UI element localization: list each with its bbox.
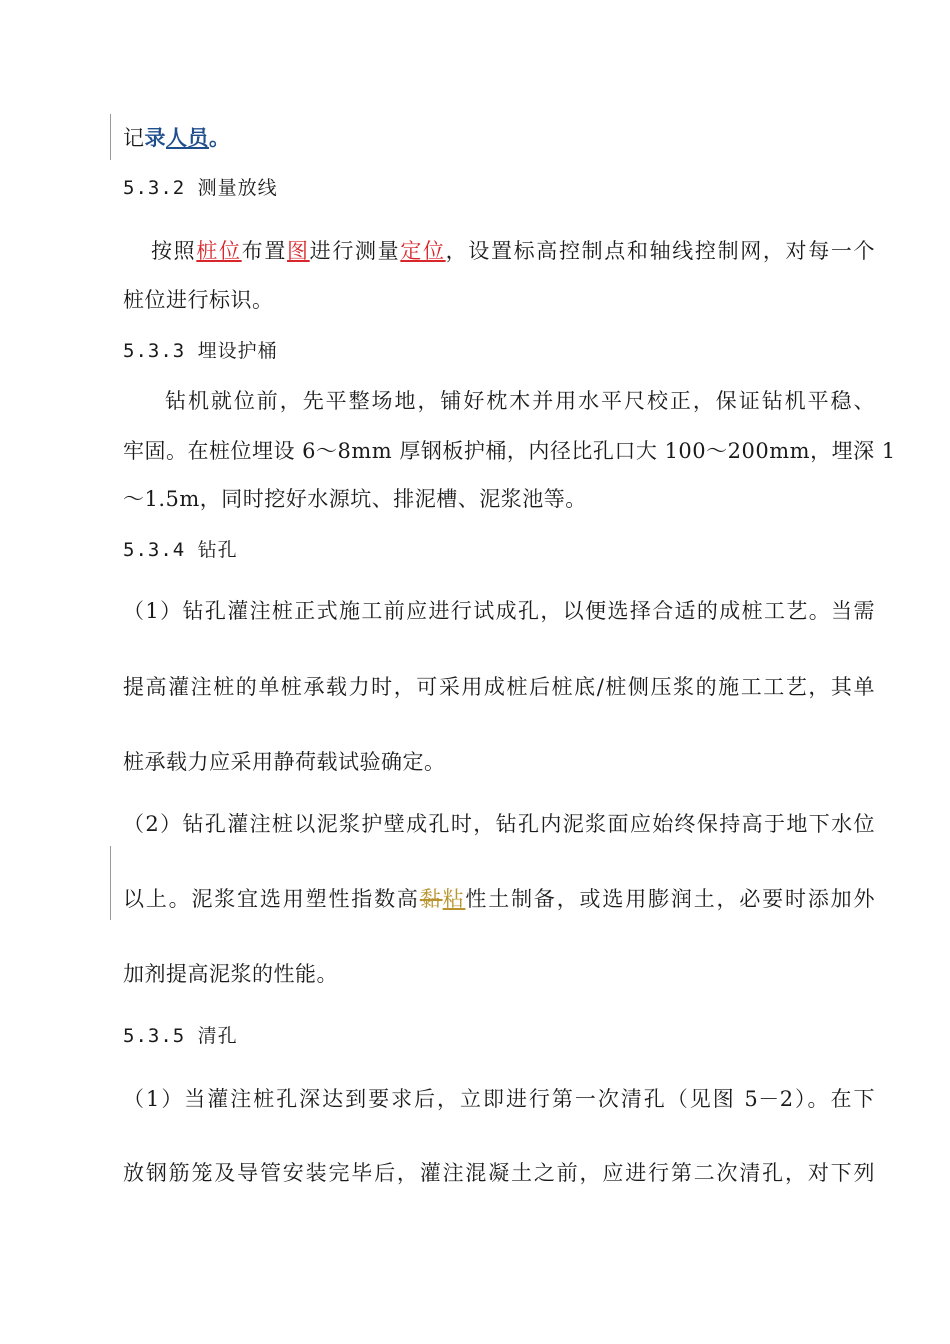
text-line: ～1.5m，同时挖好水源坑、排泥槽、泥浆池等。: [123, 487, 587, 511]
section-heading: 5.3.5 清孔: [123, 1025, 238, 1047]
change-bar: [110, 846, 111, 920]
text-line: [123, 237, 875, 265]
text-run-highlight: 。: [209, 125, 231, 150]
section-heading: 5.3.4 钻孔: [123, 539, 238, 561]
section-heading: 5.3.2 测量放线: [123, 177, 278, 199]
text-line: （2）钻孔灌注桩以泥浆护壁成孔时，钻孔内泥浆面应始终保持高于地下水位: [123, 812, 875, 836]
section-heading: 5.3.3 埋设护桶: [123, 340, 278, 362]
text-run: 记: [123, 126, 145, 150]
tracked-change: 图: [286, 239, 310, 263]
tracked-change: 定位: [400, 239, 446, 263]
text-run-highlight: 录: [144, 125, 166, 150]
tracked-deletion: 黏: [419, 887, 443, 911]
text-run-highlight: 人员: [166, 125, 209, 150]
text-run: 布置: [241, 239, 287, 263]
text-line: 桩位进行标识。: [123, 288, 274, 312]
text-line: [123, 124, 875, 152]
text-line: [123, 885, 875, 913]
text-run: 按照: [151, 239, 197, 263]
tracked-change: 桩位: [196, 239, 242, 263]
text-line: 提高灌注桩的单桩承载力时，可采用成桩后桩底/桩侧压浆的施工工艺，其单: [123, 675, 875, 699]
text-run: 进行测量: [309, 239, 401, 263]
text-line: （1）当灌注桩孔深达到要求后，立即进行第一次清孔（见图 5－2）。在下: [123, 1087, 875, 1111]
text-run: 以上。泥浆宜选用塑性指数高: [123, 887, 420, 911]
text-line: 牢固。在桩位埋设 6～8mm 厚钢板护桶，内径比孔口大 100～200mm，埋深 1: [123, 439, 896, 463]
change-bar: [110, 114, 111, 160]
text-line: 钻机就位前，先平整场地，铺好枕木并用水平尺校正，保证钻机平稳、: [165, 389, 875, 413]
text-run: ，设置标高控制点和轴线控制网，对每一个: [445, 239, 876, 263]
text-line: 放钢筋笼及导管安装完毕后，灌注混凝土之前，应进行第二次清孔，对下列: [123, 1161, 875, 1185]
text-line: 加剂提高泥浆的性能。: [123, 962, 338, 986]
text-line: 桩承载力应采用静荷载试验确定。: [123, 750, 446, 774]
text-run: 性土制备，或选用膨润土，必要时添加外: [465, 887, 875, 911]
text-line: （1）钻孔灌注桩正式施工前应进行试成孔，以便选择合适的成桩工艺。当需: [123, 599, 875, 623]
tracked-insertion: 粘: [442, 887, 466, 911]
